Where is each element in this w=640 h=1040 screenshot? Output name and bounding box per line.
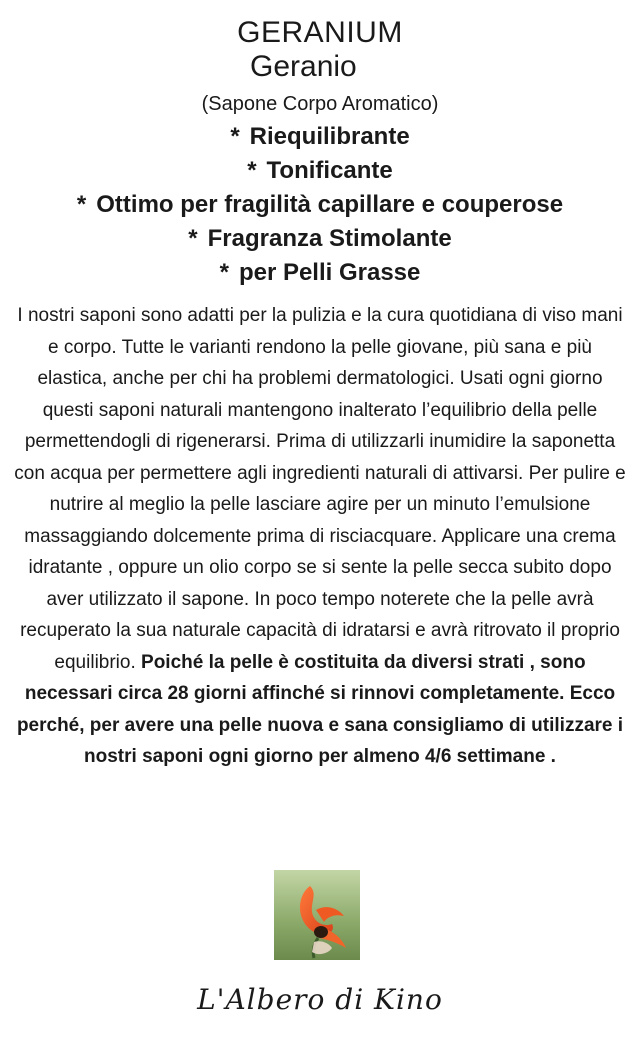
description-bold: Poiché la pelle è costituita da diversi strati , sono necessari circa 28 giorni affinché si rinnovi completamente. Ecco perché, per avere una pelle nuova e sana consigliamo di utilizzare i nostri saponi ogni giorno per almeno 4/6 settimane . <box>16 651 624 767</box>
bullet-star: * <box>247 157 257 184</box>
description-regular: I nostri saponi sono adatti per la pulizia e la cura quotidiana di viso mani e corpo. Tutte le varianti rendono la pelle giovane, più sana e più elastica, anche per chi ha problemi dermatologici. Usati ogni giorno questi saponi naturali mantengono inalterato l’equilibrio della pelle permettendogli di rigenerarsi. Prima di utilizzarli inumidire la saponetta con acqua per permettere agli ingredienti naturali di attivarsi. Per pulire e nutrire al meglio la pelle lasciare agire per un minuto l’emulsione massaggiando dolcemente prima di risciacquare. Applicare una crema idratante , oppure un olio corpo se si sente la pelle secca subito dopo aver utilizzato il sapone. In poco tempo noterete che la pelle avrà recuperato la sua naturale capacità di idratarsi e avrà ritrovato il proprio equilibrio. <box>14 305 626 673</box>
benefit-item <box>0 154 640 188</box>
bullet-star: * <box>188 225 198 252</box>
benefit-item <box>0 256 640 290</box>
bullet-star: * <box>230 123 240 150</box>
orange-flower-icon <box>274 870 360 960</box>
benefit-item <box>0 222 640 256</box>
benefit-text: Tonificante <box>266 157 393 184</box>
bullet-star: * <box>76 191 87 218</box>
product-name-it: Geranio <box>250 50 357 83</box>
benefits-list <box>0 120 640 290</box>
bullet-star: * <box>219 259 229 286</box>
benefit-text: Riequilibrante <box>249 123 410 150</box>
benefit-text: Fragranza Stimolante <box>207 225 452 252</box>
benefit-item <box>0 188 640 222</box>
benefit-text: per Pelli Grasse <box>238 259 421 286</box>
product-name-en: GERANIUM <box>237 16 403 49</box>
flower-center <box>314 926 328 938</box>
brand-name: L'Albero di Kino <box>197 983 443 1016</box>
benefit-item <box>0 120 640 154</box>
benefit-text: Ottimo per fragilità capillare e couperose <box>96 191 564 218</box>
product-category: (Sapone Corpo Aromatico) <box>201 93 439 115</box>
product-description <box>14 300 626 773</box>
logo-image <box>274 870 360 960</box>
